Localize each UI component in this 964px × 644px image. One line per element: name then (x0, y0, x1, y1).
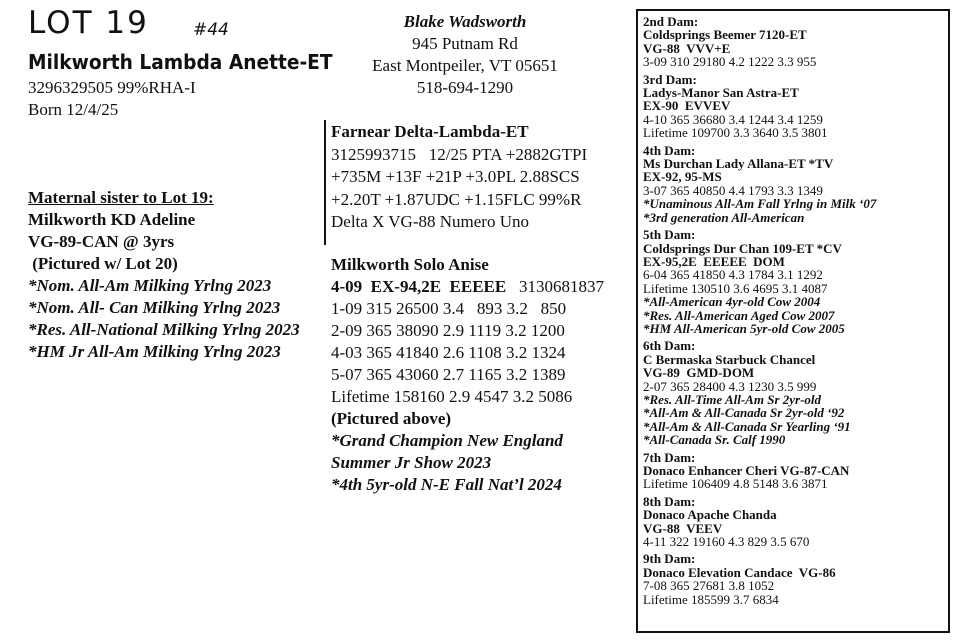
ancestor-name-classification: EX-92, 95-MS (643, 169, 722, 185)
catalog-number: #44 (193, 20, 229, 40)
maternal-sister-award: *Nom. All- Can Milking Yrlng 2023 (28, 298, 281, 317)
ancestor-name-classification: VG-88 VEEV (643, 520, 723, 536)
ancestor-award: *All-Am & All-Canada Sr 2yr-old ‘92 (643, 405, 845, 421)
sire-divider (324, 120, 326, 245)
ancestor-generation-label: 3rd Dam: (643, 71, 697, 87)
ancestor-dam-block (643, 144, 943, 224)
ancestor-name-classification: Coldsprings Beemer 7120-ET (643, 27, 807, 43)
sire-name: Farnear Delta-Lambda-ET (331, 122, 529, 141)
ancestor-record: 2-07 365 28400 4.3 1230 3.5 999 (643, 378, 817, 394)
dam-record: 2-09 365 38090 2.9 1119 3.2 1200 (331, 321, 565, 340)
owner-block (355, 11, 575, 99)
owner-phone: 518-694-1290 (416, 78, 514, 97)
sire-info-line: +735M +13F +21P +3.0PL 2.88SCS (331, 167, 580, 186)
lot-title: LOT 19 (28, 5, 149, 41)
ancestor-award: *3rd generation All-American (643, 209, 805, 225)
ancestor-dam-block (643, 15, 943, 69)
maternal-sister-pictured: (Pictured w/ Lot 20) (28, 254, 178, 273)
ancestor-generation-label: 8th Dam: (643, 493, 696, 509)
ancestor-name-classification: EX-90 EVVEV (643, 98, 731, 114)
ancestor-dam-block (643, 339, 943, 446)
ancestor-dam-block (643, 495, 943, 549)
sire-info-line: Delta X VG-88 Numero Uno (331, 212, 529, 231)
dam-record: 1-09 315 26500 3.4 893 3.2 850 (331, 299, 567, 318)
ancestor-award: *Res. All-Time All-Am Sr 2yr-old (643, 391, 822, 407)
ancestor-generation-label: 9th Dam: (643, 551, 696, 567)
ancestor-record: 6-04 365 41850 4.3 1784 3.1 1292 (643, 267, 823, 283)
ancestor-record: 4-11 322 19160 4.3 829 3.5 670 (643, 534, 810, 550)
dam-registration: 3130681837 (518, 277, 604, 296)
ancestor-dam-block (643, 228, 943, 335)
registration-line: 3296329505 99%RHA-I (28, 78, 196, 97)
ancestor-dam-block (643, 73, 943, 140)
ancestor-name-classification: Donaco Apache Chanda (643, 507, 777, 523)
ancestor-award: *All-American 4yr-old Cow 2004 (643, 294, 821, 310)
ancestor-record: 7-08 365 27681 3.8 1052 (643, 578, 775, 594)
dam-record: 4-03 365 41840 2.6 1108 3.2 1324 (331, 343, 566, 362)
dam-award: *Grand Champion New England (331, 431, 563, 450)
birth-date: Born 12/4/25 (28, 100, 119, 119)
ancestor-record: 3-07 365 40850 4.4 1793 3.3 1349 (643, 182, 823, 198)
ancestor-name-classification: Donaco Elevation Candace VG-86 (643, 564, 836, 580)
maternal-sister-award: *HM Jr All-Am Milking Yrlng 2023 (28, 342, 281, 361)
ancestor-record: Lifetime 130510 3.6 4695 3.1 4087 (643, 280, 828, 296)
ancestor-generation-label: 7th Dam: (643, 449, 696, 465)
ancestry-list (643, 15, 943, 610)
ancestor-generation-label: 6th Dam: (643, 338, 696, 354)
ancestor-record: Lifetime 106409 4.8 5148 3.6 3871 (643, 476, 828, 492)
owner-address-street: 945 Putnam Rd (412, 34, 518, 53)
dam-block (331, 254, 604, 496)
maternal-sister-heading: Maternal sister to Lot 19: (28, 188, 214, 207)
dam-pictured: (Pictured above) (331, 409, 452, 428)
ancestor-award: *HM All-American 5yr-old Cow 2005 (643, 320, 845, 336)
ancestor-dam-block (643, 451, 943, 491)
ancestor-record: Lifetime 185599 3.7 6834 (643, 591, 779, 607)
ancestor-record: Lifetime 109700 3.3 3640 3.5 3801 (643, 125, 828, 141)
ancestor-name-classification: VG-88 VVV+E (643, 40, 731, 56)
ancestor-award: *Unaminous All-Am Fall Yrlng in Milk ‘07 (643, 196, 877, 212)
maternal-sister-classification: VG-89-CAN @ 3yrs (28, 232, 175, 251)
dam-award: *4th 5yr-old N-E Fall Nat’l 2024 (331, 475, 562, 494)
maternal-sister-award: *Nom. All-Am Milking Yrlng 2023 (28, 276, 272, 295)
ancestor-generation-label: 4th Dam: (643, 142, 696, 158)
ancestor-name-classification: EX-95,2E EEEEE DOM (643, 253, 785, 269)
maternal-sister-name: Milkworth KD Adeline (28, 210, 196, 229)
dam-award: Summer Jr Show 2023 (331, 453, 492, 472)
ancestor-record: 4-10 365 36680 3.4 1244 3.4 1259 (643, 111, 823, 127)
dam-record: 5-07 365 43060 2.7 1165 3.2 1389 (331, 365, 566, 384)
ancestor-generation-label: 2nd Dam: (643, 14, 699, 29)
dam-classification: 4-09 EX-94,2E EEEEE (331, 277, 507, 296)
ancestor-award: *Res. All-American Aged Cow 2007 (643, 307, 835, 323)
dam-record: Lifetime 158160 2.9 4547 3.2 5086 (331, 387, 573, 406)
ancestor-name-classification: Ms Durchan Lady Allana-ET *TV (643, 156, 834, 172)
maternal-sister-block (28, 187, 300, 363)
ancestor-generation-label: 5th Dam: (643, 227, 696, 243)
animal-name: Milkworth Lambda Anette-ET (28, 50, 333, 74)
ancestor-award: *All-Canada Sr. Calf 1990 (643, 432, 786, 448)
ancestor-award: *All-Am & All-Canada Sr Yearling ‘91 (643, 418, 851, 434)
ancestor-name-classification: Coldsprings Dur Chan 109-ET *CV (643, 240, 842, 256)
ancestor-name-classification: Ladys-Manor San Astra-ET (643, 85, 799, 101)
owner-address-city: East Montpeiler, VT 05651 (372, 56, 558, 75)
sire-info-line: 3125993715 12/25 PTA +2882GTPI (331, 144, 588, 164)
ancestor-record: 3-09 310 29180 4.2 1222 3.3 955 (643, 54, 817, 70)
sire-block (331, 121, 587, 234)
ancestor-name-classification: C Bermaska Starbuck Chancel (643, 351, 816, 367)
owner-name: Blake Wadsworth (403, 12, 527, 31)
ancestor-name-classification: VG-89 GMD-DOM (643, 365, 755, 381)
dam-name: Milkworth Solo Anise (331, 255, 489, 274)
ancestor-dam-block (643, 552, 943, 606)
maternal-sister-award: *Res. All-National Milking Yrlng 2023 (28, 320, 300, 339)
ancestor-name-classification: Donaco Enhancer Cheri VG-87-CAN (643, 463, 850, 478)
sire-info-line: +2.20T +1.87UDC +1.15FLC 99%R (331, 189, 582, 209)
